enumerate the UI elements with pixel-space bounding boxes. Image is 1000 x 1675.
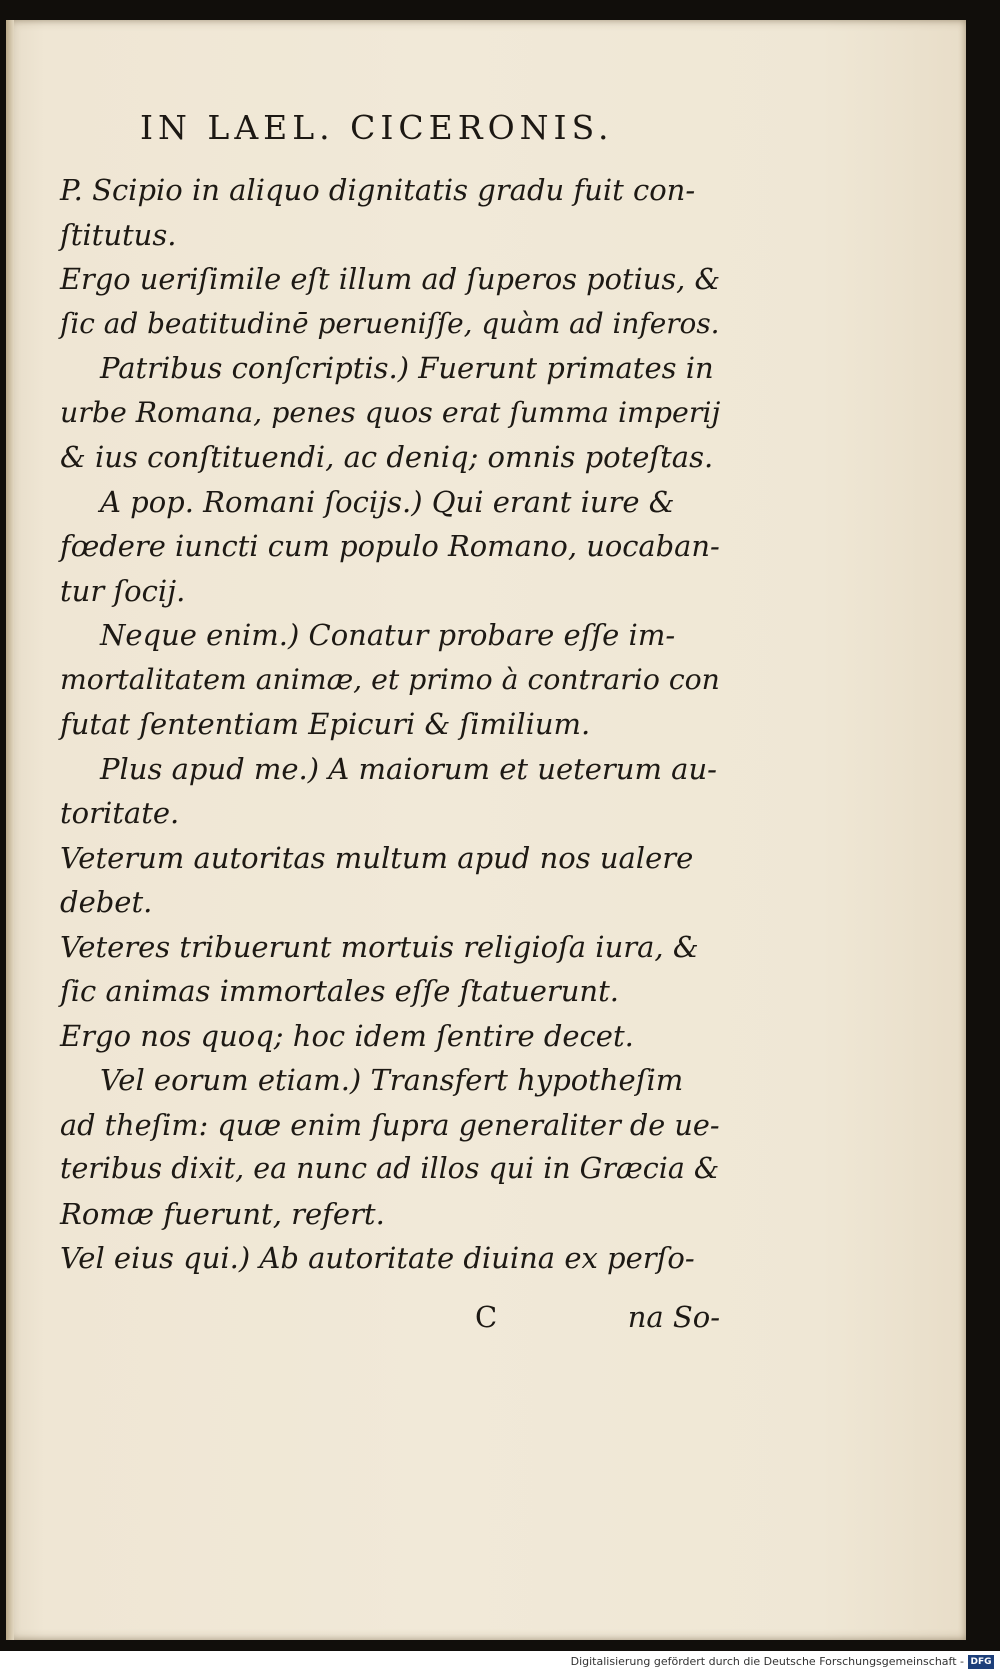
text-line: futat ſententiam Epicuri & ſimilium. — [60, 707, 591, 741]
text-line: Veteres tribuerunt mortuis religioſa iura, & — [60, 929, 699, 964]
running-head: IN LAEL. CICERONIS. — [140, 108, 614, 147]
signature-mark: C — [475, 1300, 498, 1334]
text-line: debet. — [60, 885, 153, 919]
digitization-footer — [0, 1651, 1000, 1675]
text-line: fœdere iuncti cum populo Romano, uocaban- — [60, 529, 720, 563]
dfg-logo-badge: DFG — [968, 1655, 994, 1669]
text-line: tur ſocij. — [60, 573, 186, 608]
text-line: toritate. — [60, 796, 180, 830]
text-line: & ius conſtituendi, ac deniq; omnis poteſtas. — [60, 440, 714, 474]
funding-credit: Digitalisierung gefördert durch die Deutsche Forschungsgemeinschaft - — [570, 1655, 964, 1668]
text-line: Ergo nos quoq; hoc idem ſentire decet. — [60, 1018, 634, 1053]
text-line: Vel eius qui.) Ab autoritate diuina ex perſo- — [60, 1241, 695, 1275]
text-line: ſic animas immortales eſſe ſtatuerunt. — [60, 974, 619, 1008]
text-line: A pop. Romani ſocijs.) Qui erant iure & — [100, 484, 675, 519]
text-line: ad theſim: quæ enim ſupra generaliter de ue- — [60, 1107, 720, 1142]
text-line: Neque enim.) Conatur probare eſſe im- — [100, 618, 676, 652]
text-line: ſtitutus. — [60, 217, 177, 252]
text-line: Romæ fuerunt, refert. — [60, 1196, 385, 1231]
text-line: Plus apud me.) A maiorum et ueterum au- — [100, 751, 717, 786]
page-body-text — [60, 168, 720, 1281]
text-line: ſic ad beatitudinē perueniſſe, quàm ad inferos. — [60, 306, 720, 340]
text-line: Ergo ueriſimile eſt illum ad ſuperos potius, & — [60, 262, 721, 296]
text-line: P. Scipio in aliquo dignitatis gradu fuit con- — [60, 173, 696, 207]
text-line: mortalitatem animæ, et primo à contrario con — [60, 662, 720, 696]
text-line: urbe Romana, penes quos erat ſumma imperij — [60, 395, 721, 429]
text-line: teribus dixit, ea nunc ad illos qui in Græcia & — [60, 1152, 720, 1185]
text-line: Patribus conſcriptis.) Fuerunt primates in — [100, 351, 714, 385]
text-line: Vel eorum etiam.) Transfert hypotheſim — [100, 1063, 684, 1097]
text-line: Veterum autoritas multum apud nos ualere — [60, 840, 694, 875]
catchword: na So- — [627, 1300, 720, 1334]
page-foot-marks — [60, 1300, 720, 1344]
page-gutter-shadow — [6, 20, 14, 1640]
